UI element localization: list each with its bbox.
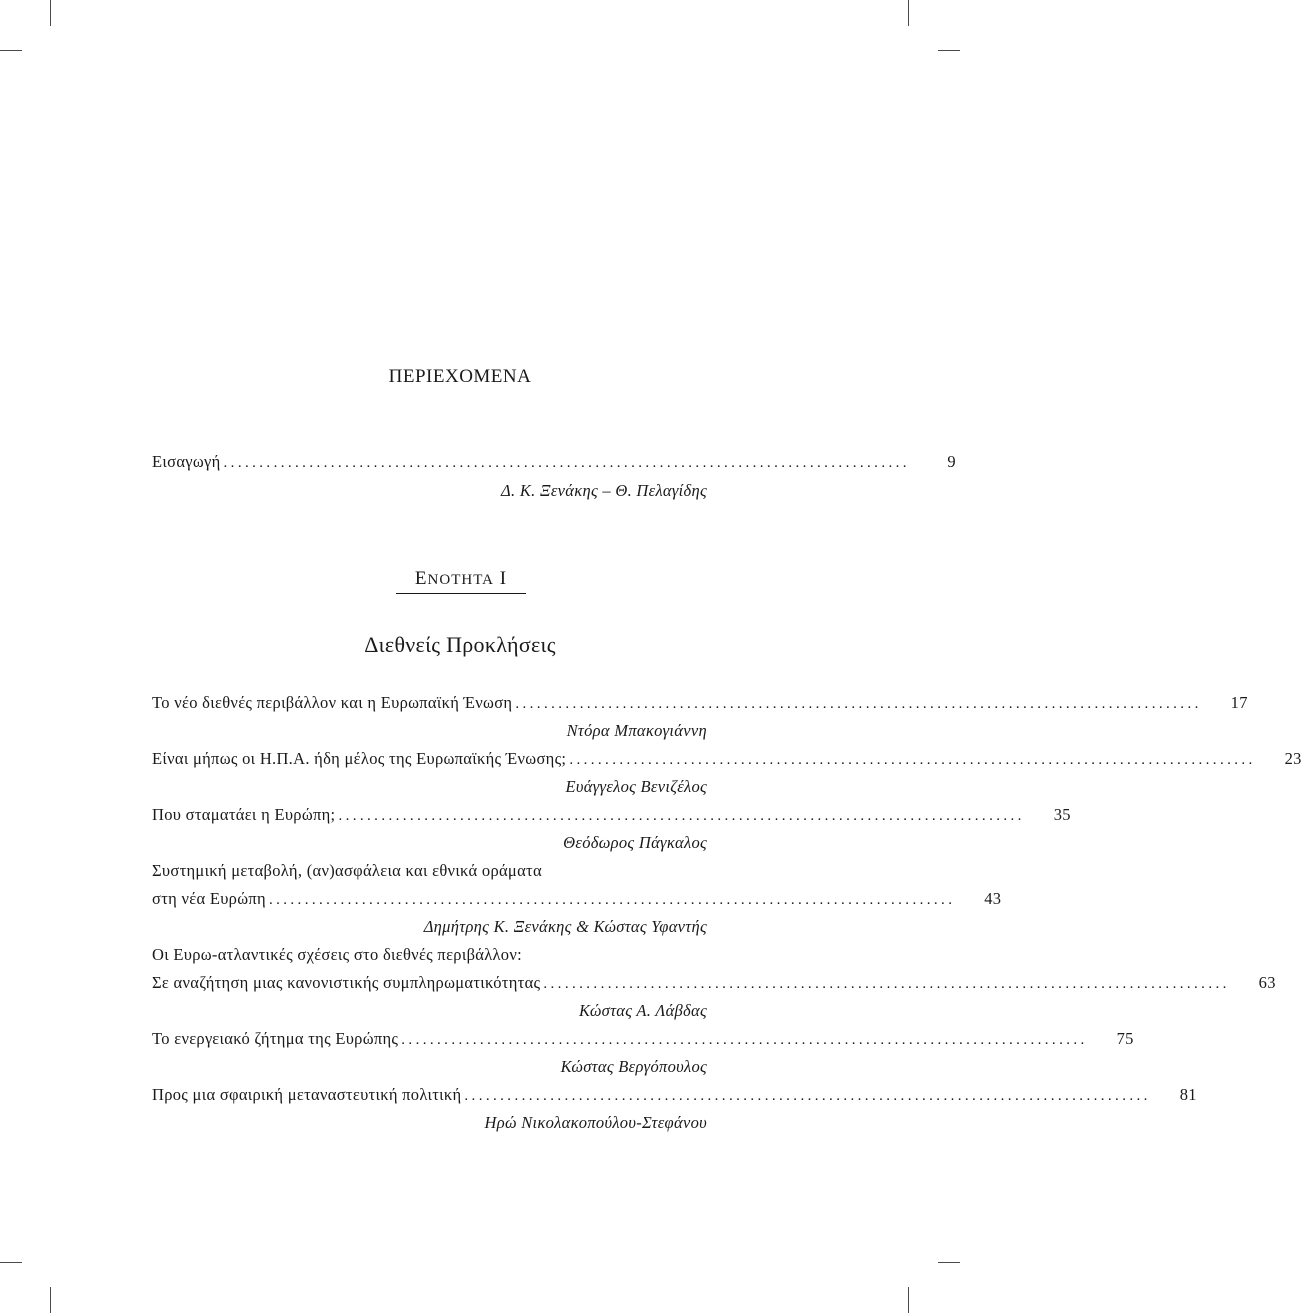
- toc-entry-author: Θεόδωρος Πάγκαλος: [563, 833, 707, 852]
- leader-dots: ................................................................................................: [338, 808, 1025, 824]
- section-label-number: Ι: [499, 568, 508, 589]
- toc-entry-title-first: Οι Ευρω-ατλαντικές σχέσεις στο διεθνές περιβάλλον:: [152, 945, 522, 964]
- toc-entry-author: Δ. Κ. Ξενάκης – Θ. Πελαγίδης: [501, 481, 707, 500]
- toc-entry-title: Σε αναζήτηση μιας κανονιστικής συμπληρωματικότητας: [152, 973, 541, 992]
- toc-entry-title: Το ενεργειακό ζήτημα της Ευρώπης: [152, 1029, 399, 1048]
- toc-entry[interactable]: [152, 749, 1302, 771]
- leader-dots: ................................................................................................: [223, 455, 910, 471]
- toc-entry-author: Δημήτρης Κ. Ξενάκης & Κώστας Υφαντής: [423, 917, 707, 936]
- leader-dots: ................................................................................................: [401, 1032, 1088, 1048]
- toc-entry-page: 43: [984, 889, 1002, 908]
- section-title: Διεθνείς Προκλήσεις: [364, 632, 556, 657]
- leader-dots: ................................................................................................: [268, 892, 956, 908]
- toc-entry-title: Εισαγωγή: [152, 452, 221, 471]
- crop-mark-top-right-h: [938, 50, 960, 51]
- toc-entry[interactable]: [152, 973, 1276, 995]
- toc-entry-page: 35: [1053, 805, 1071, 824]
- toc-entry-title: Το νέο διεθνές περιβάλλον και η Ευρωπαϊκή Ένωση: [152, 693, 513, 712]
- crop-mark-top-left: [50, 0, 51, 26]
- toc-entry-title: Προς μια σφαιρική μεταναστευτική πολιτική: [152, 1085, 462, 1104]
- leader-dots: ................................................................................................: [569, 752, 1256, 768]
- section-label: [396, 568, 526, 594]
- crop-mark-top-right: [908, 0, 909, 26]
- toc-entry-title-line1: [152, 861, 750, 883]
- toc-entry[interactable]: [152, 1029, 1134, 1051]
- toc-entry-title-first: Συστημική μεταβολή, (αν)ασφάλεια και εθνικά οράματα: [152, 861, 542, 880]
- toc-entry-intro[interactable]: [152, 452, 956, 474]
- toc-entry-author: Ντόρα Μπακογιάννη: [566, 721, 707, 740]
- section-label-first: Ε: [414, 568, 428, 589]
- toc-entry-page: 9: [947, 452, 956, 471]
- toc-entry-author: Κώστας Βεργόπουλος: [560, 1057, 707, 1076]
- crop-mark-bottom-left-h: [0, 1262, 22, 1263]
- toc-entry-title: στη νέα Ευρώπη: [152, 889, 266, 908]
- crop-mark-bottom-right-h: [938, 1262, 960, 1263]
- crop-mark-bottom-left: [50, 1287, 51, 1313]
- toc-entry-author: Ηρώ Νικολακοπούλου-Στεφάνου: [484, 1113, 707, 1132]
- toc-entry-title: Που σταματάει η Ευρώπη;: [152, 805, 336, 824]
- toc-entry-title: Είναι μήπως οι Η.Π.Α. ήδη μέλος της Ευρωπαϊκής Ένωσης;: [152, 749, 567, 768]
- crop-mark-bottom-right: [908, 1287, 909, 1313]
- toc-entry-page: 81: [1179, 1085, 1197, 1104]
- leader-dots: ................................................................................................: [515, 696, 1202, 712]
- toc-entry-author: Ευάγγελος Βενιζέλος: [565, 777, 707, 796]
- page-title: ΠΕΡΙΕΧΟΜΕΝΑ: [388, 366, 532, 387]
- toc-entry-page: 75: [1116, 1029, 1134, 1048]
- toc-entry[interactable]: [152, 805, 1071, 827]
- toc-entry-title-line1: [152, 945, 750, 967]
- toc-entry-page: 23: [1284, 749, 1302, 768]
- section-label-rest: ΝΟΤΗΤΑ: [427, 572, 494, 588]
- toc-entry-page: 17: [1230, 693, 1248, 712]
- toc-entry[interactable]: [152, 693, 1248, 715]
- toc-entry-author: Κώστας Α. Λάβδας: [579, 1001, 707, 1020]
- leader-dots: ................................................................................................: [464, 1088, 1151, 1104]
- crop-mark-top-left-h: [0, 50, 22, 51]
- leader-dots: ................................................................................................: [543, 976, 1230, 992]
- toc-entry-page: 63: [1258, 973, 1276, 992]
- toc-entry[interactable]: [152, 1085, 1197, 1107]
- toc-entry[interactable]: [152, 889, 1002, 911]
